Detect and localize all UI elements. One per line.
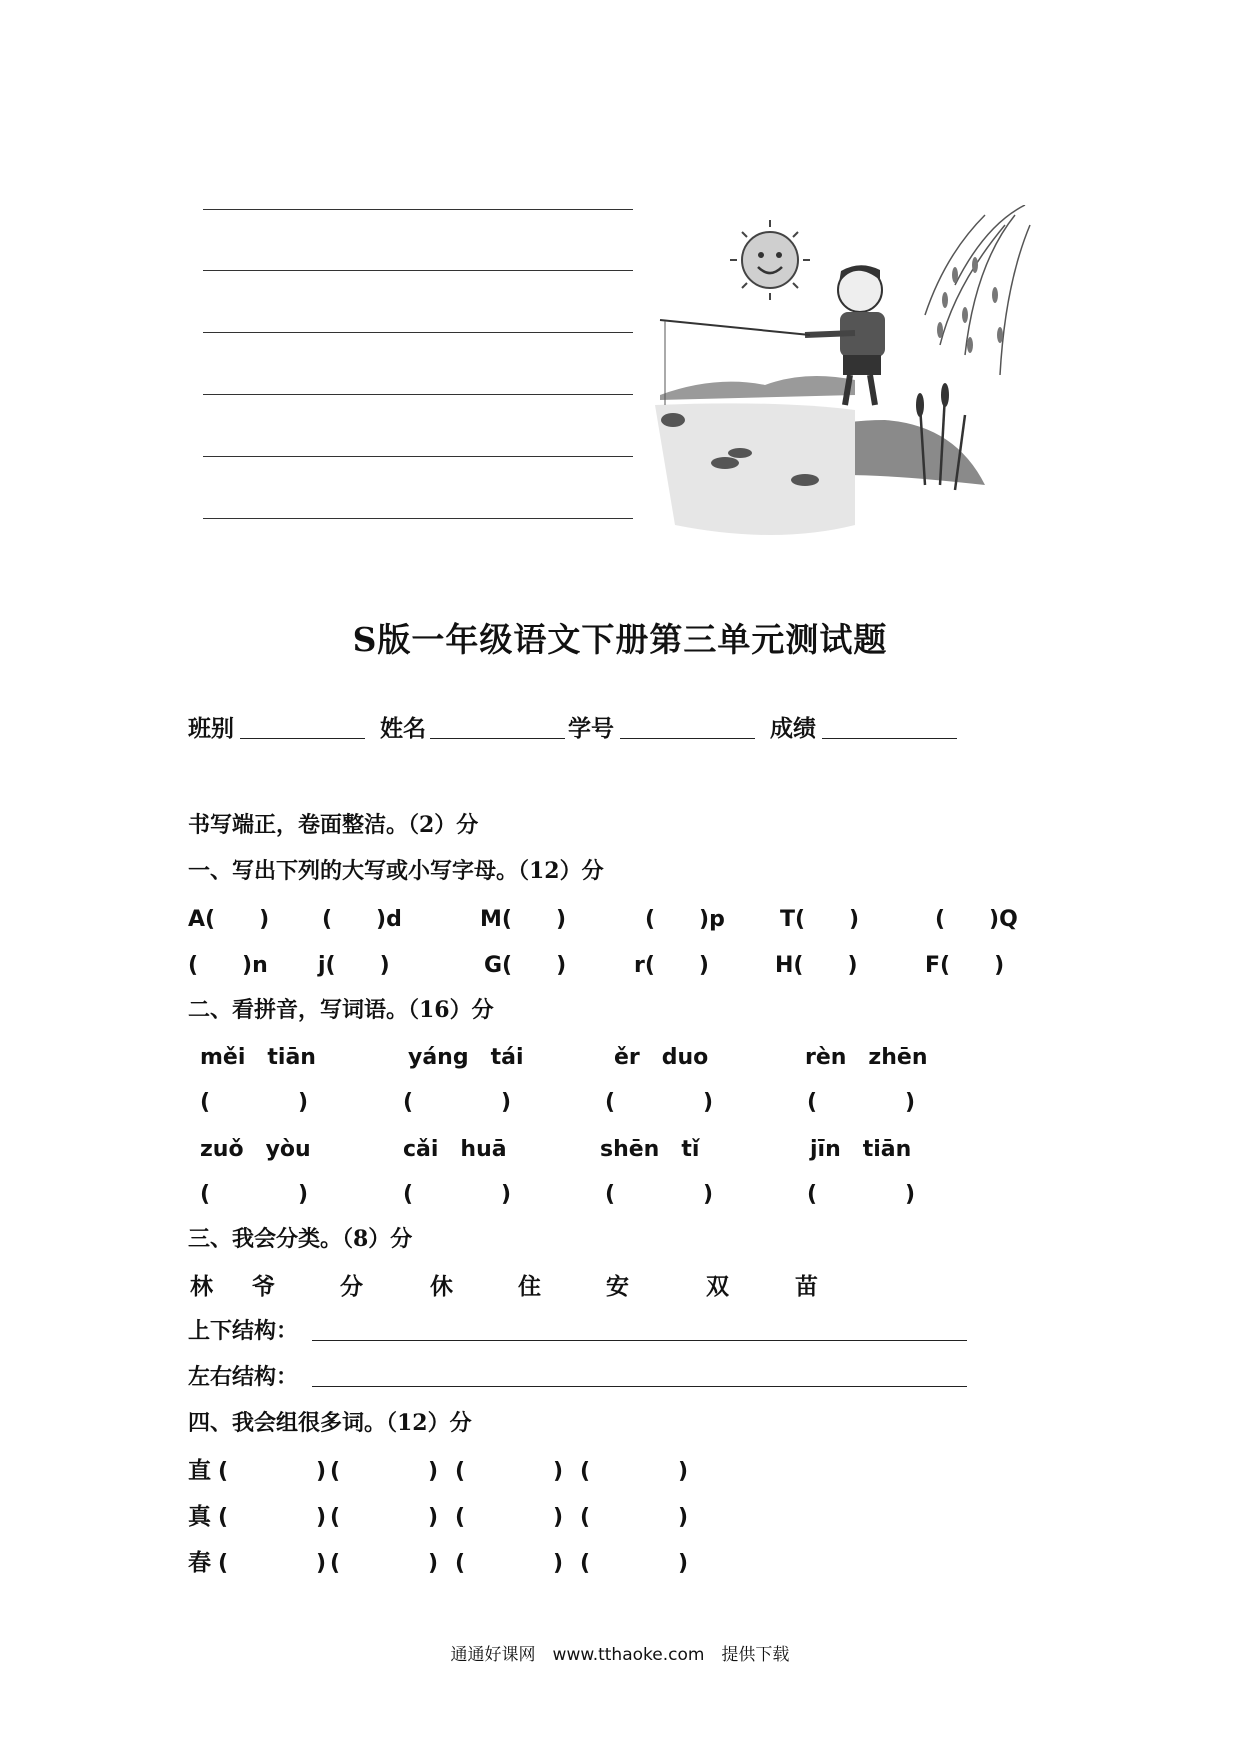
letter-item[interactable]: M( ) (480, 907, 567, 932)
word-blank[interactable]: ( ) (580, 1459, 689, 1484)
willow-tree (925, 205, 1030, 375)
section4-heading: 四、我会组很多词。（12）分 (188, 1410, 472, 1436)
letter-item[interactable]: r( ) (634, 953, 709, 978)
char-item: 分 (340, 1273, 363, 1300)
word-blank[interactable]: ( ) (218, 1505, 327, 1530)
writing-line[interactable] (203, 209, 633, 210)
name-field[interactable] (430, 738, 565, 739)
answer-blank[interactable]: ( ) (807, 1090, 916, 1115)
footer-credit: 通通好课网 www.tthaoke.com 提供下载 (450, 1645, 790, 1665)
answer-blank[interactable]: ( ) (605, 1182, 714, 1207)
class-label: 班别 (188, 715, 234, 742)
pinyin-item: ěr duo (614, 1045, 709, 1070)
char-item: 爷 (252, 1273, 275, 1300)
char-item: 安 (606, 1273, 629, 1300)
word-blank[interactable]: ( ) (218, 1459, 327, 1484)
writing-line[interactable] (203, 518, 633, 519)
writing-line[interactable] (203, 394, 633, 395)
number-label: 学号 (568, 715, 614, 742)
answer-blank[interactable]: ( ) (605, 1090, 714, 1115)
writing-line[interactable] (203, 270, 633, 271)
page-title: S版一年级语文下册第三单元测试题 (352, 620, 888, 659)
section2-heading: 二、看拼音，写词语。（16）分 (188, 997, 494, 1023)
letter-item[interactable]: G( ) (484, 953, 567, 978)
char-item: 林 (190, 1273, 213, 1300)
pinyin-item: yáng tái (408, 1045, 524, 1070)
word-char: 春 (188, 1549, 211, 1576)
section1-heading: 一、写出下列的大写或小写字母。（12）分 (188, 858, 604, 884)
word-blank[interactable]: ( ) (218, 1551, 327, 1576)
word-blank[interactable]: ( ) (455, 1459, 564, 1484)
word-blank[interactable]: ( ) (455, 1505, 564, 1530)
boy-fishing-illustration (655, 205, 1035, 560)
answer-blank[interactable]: ( ) (403, 1090, 512, 1115)
word-blank[interactable]: ( ) (455, 1551, 564, 1576)
letter-item[interactable]: ( )Q (935, 907, 1018, 932)
letter-item[interactable]: F( ) (925, 953, 1005, 978)
pinyin-item: shēn tǐ (600, 1137, 700, 1162)
word-char: 真 (188, 1503, 211, 1530)
section3-heading: 三、我会分类。（8）分 (188, 1226, 413, 1252)
number-field[interactable] (620, 738, 755, 739)
word-blank[interactable]: ( ) (330, 1551, 439, 1576)
word-char: 直 (188, 1457, 211, 1484)
class-field[interactable] (240, 738, 365, 739)
word-blank[interactable]: ( ) (580, 1551, 689, 1576)
answer-blank[interactable]: ( ) (200, 1090, 309, 1115)
char-item: 苗 (795, 1273, 818, 1300)
answer-blank[interactable]: ( ) (403, 1182, 512, 1207)
letter-item[interactable]: H( ) (775, 953, 858, 978)
letter-item[interactable]: T( ) (780, 907, 860, 932)
char-item: 休 (430, 1273, 453, 1300)
letter-item[interactable]: ( )n (188, 953, 268, 978)
score-field[interactable] (822, 738, 957, 739)
char-item: 双 (706, 1273, 729, 1300)
pinyin-item: rèn zhēn (805, 1045, 928, 1070)
word-blank[interactable]: ( ) (330, 1505, 439, 1530)
letter-item[interactable]: A( ) (188, 907, 270, 932)
letter-item[interactable]: ( )p (645, 907, 725, 932)
score-label: 成绩 (770, 715, 816, 742)
sun-icon (730, 220, 810, 300)
letter-item[interactable]: j( ) (318, 953, 390, 978)
pinyin-item: cǎi huā (403, 1137, 507, 1162)
top-bottom-answer-line[interactable] (312, 1340, 967, 1341)
handwriting-note: 书写端正，卷面整洁。（2）分 (188, 812, 479, 838)
writing-line[interactable] (203, 456, 633, 457)
pinyin-item: jīn tiān (810, 1137, 912, 1162)
word-blank[interactable]: ( ) (330, 1459, 439, 1484)
top-bottom-label: 上下结构： (188, 1318, 299, 1344)
pinyin-item: měi tiān (200, 1045, 316, 1070)
left-right-answer-line[interactable] (312, 1386, 967, 1387)
letter-item[interactable]: ( )d (322, 907, 402, 932)
word-blank[interactable]: ( ) (580, 1505, 689, 1530)
answer-blank[interactable]: ( ) (807, 1182, 916, 1207)
name-label: 姓名 (380, 715, 426, 742)
answer-blank[interactable]: ( ) (200, 1182, 309, 1207)
writing-line[interactable] (203, 332, 633, 333)
pinyin-item: zuǒ yòu (200, 1137, 311, 1162)
left-right-label: 左右结构： (188, 1364, 299, 1390)
char-item: 住 (518, 1273, 541, 1300)
